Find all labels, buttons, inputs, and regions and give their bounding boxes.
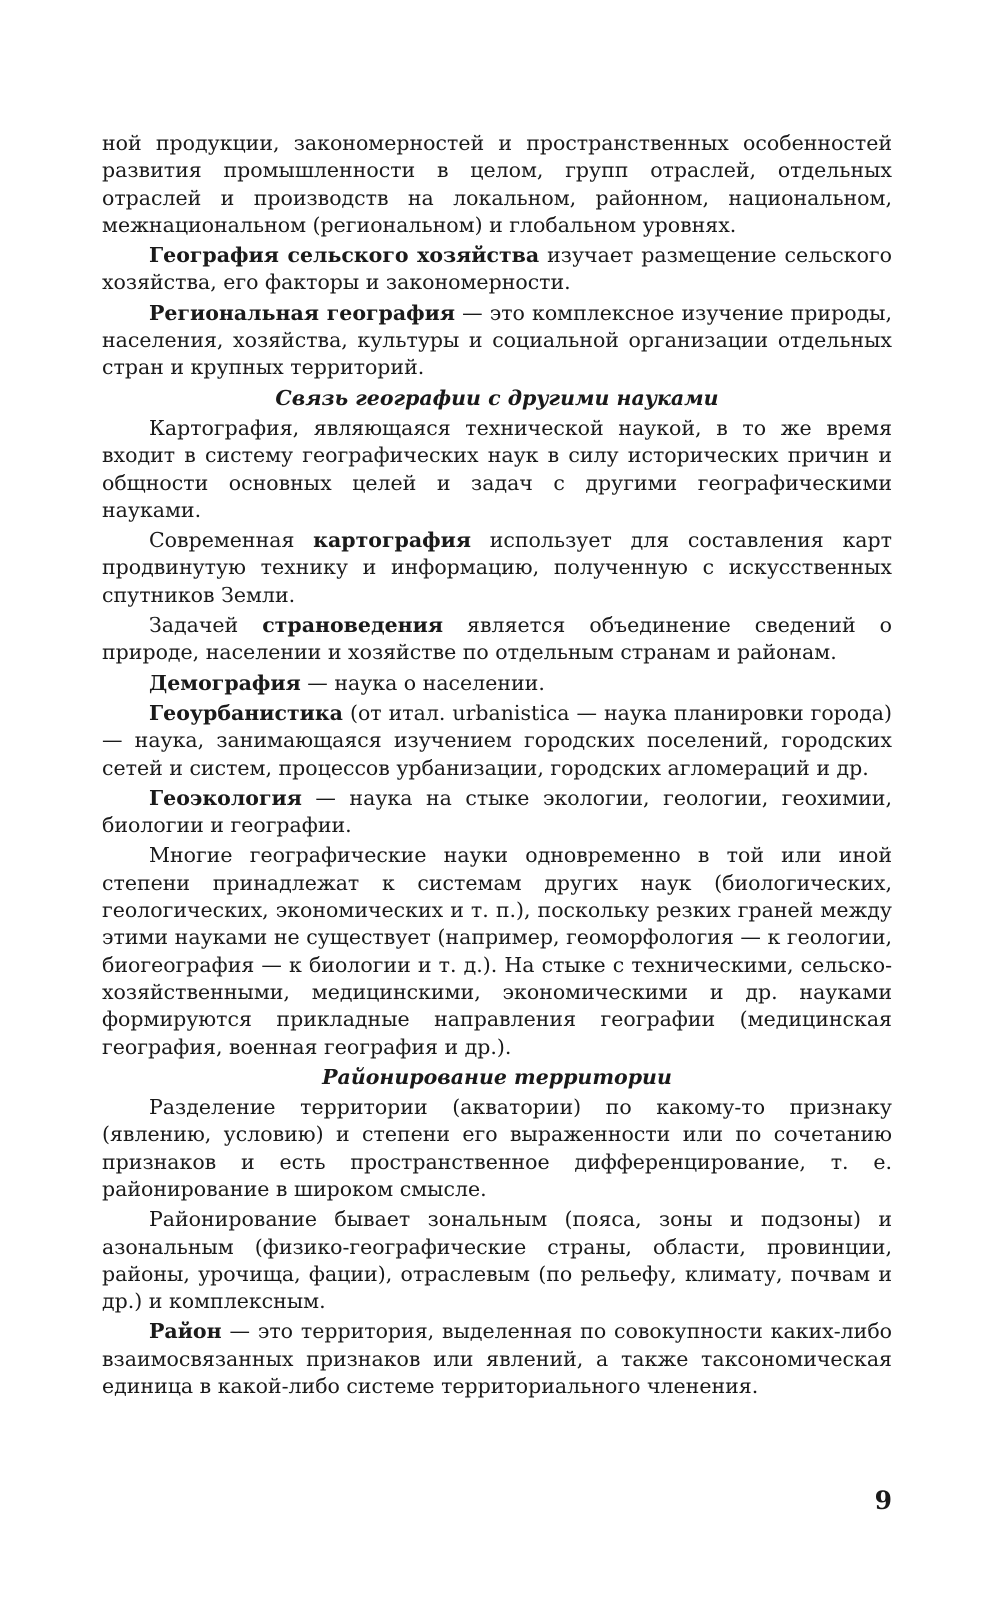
paragraph-geoecology bbox=[102, 785, 892, 840]
definition-text: — это комплексное изучение природы, населения, хозяйства, культуры и социальной организации отдельных стран и крупных территорий. bbox=[102, 300, 892, 380]
term-geourbanistics: Геоурбанистика bbox=[149, 700, 343, 725]
section-heading-zoning: Районирование территории bbox=[322, 1064, 672, 1089]
paragraph-zoning-types: Районирование бывает зональным (пояса, зоны и подзоны) и азональным (физико-географические страны, области, провинции, районы, урочища, фации), отраслевым (по рельефу, климату, почвам и др.) и комплексным. bbox=[102, 1207, 892, 1314]
section-heading-related-sciences: Связь географии с другими науками bbox=[275, 385, 719, 410]
term-cartography: картография bbox=[313, 528, 471, 553]
term-country-studies: страноведения bbox=[262, 613, 444, 638]
term-geoecology: Геоэкология bbox=[149, 785, 302, 810]
term-agriculture-geography: География сельского хозяйства bbox=[149, 243, 540, 268]
page-body bbox=[102, 130, 892, 1403]
definition-text: — наука на стыке экологии, геологии, геохимии, биологии и географии. bbox=[102, 785, 892, 838]
definition-text: (от итал. urbanistica — наука планировки города) — наука, занимающаяся изучением городских поселений, городских сетей и систем, процессов урбанизации, городских агломераций и др. bbox=[102, 700, 892, 780]
lead-text: Задачей bbox=[149, 613, 263, 638]
paragraph-geourbanistics bbox=[102, 700, 892, 782]
paragraph-demography bbox=[102, 670, 892, 697]
paragraph-agriculture-geography bbox=[102, 242, 892, 297]
page-number: 9 bbox=[874, 1486, 892, 1515]
definition-text: является объединение сведений о природе, населении и хозяйстве по отдельным странам и районам. bbox=[102, 613, 892, 665]
paragraph-industry-geography: ной продукции, закономерностей и пространственных особенностей развития промышленности в целом, групп отраслей, отдельных отраслей и производств на локальном, районном, национальном, межнациональном (региональном) и глобальном уровнях. bbox=[102, 131, 892, 237]
term-district: Район bbox=[149, 1319, 222, 1344]
paragraph-zoning-definition: Разделение территории (акватории) по какому-то признаку (явлению, условию) и степени его выраженности или по сочетанию признаков и есть пространственное дифференцирование, т. е. районирование в широком смысле. bbox=[102, 1095, 892, 1201]
paragraph-district bbox=[102, 1318, 892, 1400]
lead-text: Современная bbox=[149, 528, 314, 553]
definition-text: изучает размещение сельского хозяйства, его факторы и закономерности. bbox=[102, 243, 892, 295]
term-demography: Демография bbox=[149, 670, 301, 695]
term-regional-geography: Региональная география bbox=[149, 300, 456, 325]
paragraph-cartography bbox=[102, 527, 892, 609]
paragraph-regional-geography bbox=[102, 300, 892, 382]
paragraph-country-studies bbox=[102, 612, 892, 667]
definition-text: — это территория, выделенная по совокупности каких-либо взаимосвязанных признаков или явлений, а также таксономическая единица в какой-либо системе территориального членения. bbox=[102, 1319, 892, 1399]
paragraph-interdisciplinary: Многие географические науки одновременно в той или иной степени принадлежат к системам других наук (биологических, геологических, экономических и т. п.), поскольку резких граней между этими науками не существует (например, геоморфология — к геологии, биогеография — к биологии и т. д.). На стыке с техническими, сельско-хозяйственными, медицинскими, экономическими и др. науками формируются прикладные направления географии (медицинская география, военная география и др.). bbox=[102, 843, 892, 1059]
paragraph-cartography-intro: Картография, являющаяся технической наукой, в то же время входит в систему географических наук в силу исторических причин и общности основных целей и задач с другими географическими науками. bbox=[102, 415, 892, 522]
definition-text: использует для составления карт продвинутую технику и информацию, полученную с искусственных спутников Земли. bbox=[102, 528, 892, 607]
definition-text: — наука о населении. bbox=[300, 670, 545, 695]
